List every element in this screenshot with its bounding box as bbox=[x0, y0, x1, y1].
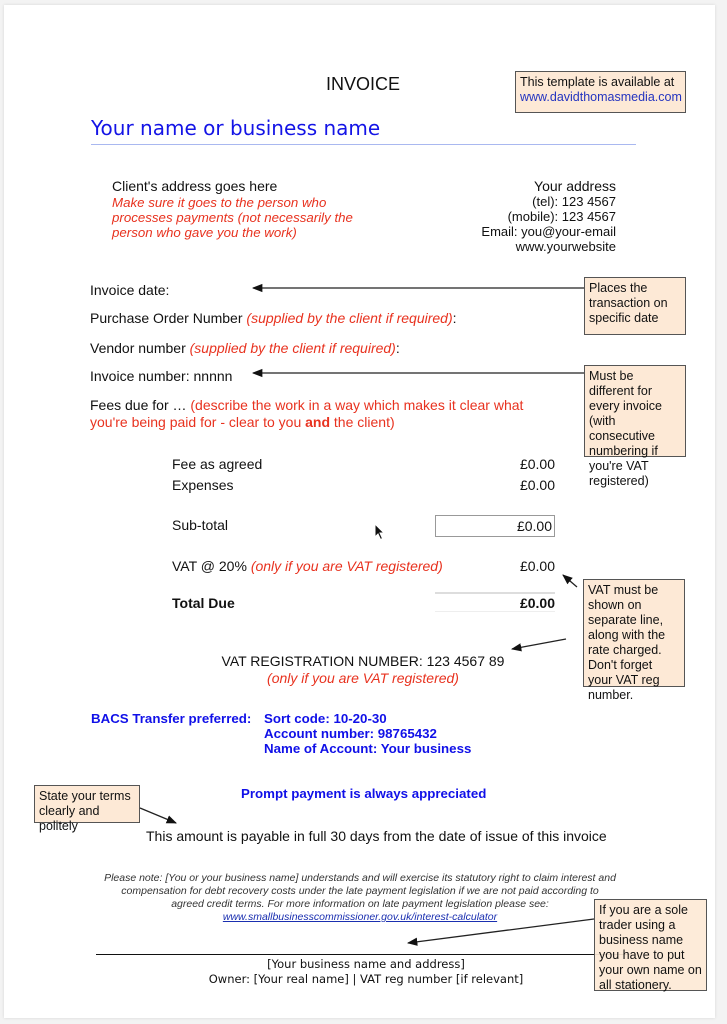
note-vat: VAT must be shown on separate line, along with the rate charged. Don't forget your VAT reg number. bbox=[583, 579, 685, 687]
expenses-label: Expenses bbox=[172, 477, 234, 493]
late-payment-line-3: agreed credit terms. For more information on late payment legislation please see: bbox=[171, 898, 549, 910]
vendor-colon: : bbox=[395, 340, 400, 356]
arrow-vat-number bbox=[512, 639, 566, 649]
late-payment-line-1: Please note: [You or your business name] understands and will exercise its statutory right to claim interest and bbox=[104, 872, 616, 884]
vat-hint: (only if you are VAT registered) bbox=[250, 558, 443, 574]
vendor-label: Vendor number bbox=[90, 340, 190, 356]
fees-label: Fees due for … bbox=[90, 397, 191, 413]
expenses-amount: £0.00 bbox=[519, 477, 555, 493]
prompt-payment-note: Prompt payment is always appreciated bbox=[241, 786, 487, 801]
sender-website: www.yourwebsite bbox=[515, 239, 616, 254]
business-name-heading: Your name or business name bbox=[91, 116, 381, 140]
arrow-terms bbox=[140, 808, 176, 823]
po-colon: : bbox=[452, 310, 457, 326]
late-payment-line-2: compensation for debt recovery costs under the late payment legislation if we are not paid according to bbox=[121, 885, 599, 897]
mouse-cursor-icon bbox=[374, 523, 386, 541]
fees-hint-bold: and bbox=[305, 414, 331, 430]
footer-business-address: [Your business name and address] bbox=[267, 957, 465, 971]
arrow-vat-amount bbox=[563, 575, 577, 587]
sender-address: Your address bbox=[534, 178, 616, 194]
vat-registration-number: VAT REGISTRATION NUMBER: 123 4567 89 bbox=[221, 653, 505, 669]
footer-owner-line: Owner: [Your real name] | VAT reg number [if relevant] bbox=[208, 972, 524, 986]
note-terms: State your terms clearly and politely bbox=[34, 785, 140, 823]
account-number: Account number: 98765432 bbox=[264, 726, 437, 741]
fee-label: Fee as agreed bbox=[172, 456, 263, 472]
subtotal-label: Sub-total bbox=[172, 517, 229, 533]
note-invoice-date: Places the transaction on specific date bbox=[584, 277, 686, 335]
sender-mobile: (mobile): 123 4567 bbox=[507, 209, 616, 224]
subtotal-amount[interactable]: £0.00 bbox=[435, 515, 555, 537]
total-due-label: Total Due bbox=[172, 595, 235, 611]
invoice-title: INVOICE bbox=[326, 74, 401, 94]
vat-registration-hint: (only if you are VAT registered) bbox=[267, 670, 459, 686]
fee-amount: £0.00 bbox=[519, 456, 555, 472]
payment-terms: This amount is payable in full 30 days from the date of issue of this invoice bbox=[146, 828, 607, 844]
sender-tel: (tel): 123 4567 bbox=[532, 194, 616, 209]
sort-code: Sort code: 10-20-30 bbox=[264, 711, 387, 726]
invoice-number-field: Invoice number: nnnnn bbox=[90, 368, 233, 384]
sender-email: Email: you@your-email bbox=[481, 224, 616, 239]
account-name: Name of Account: Your business bbox=[264, 741, 472, 756]
bacs-label: BACS Transfer preferred: bbox=[91, 711, 252, 726]
po-hint: (supplied by the client if required) bbox=[246, 310, 453, 326]
po-label: Purchase Order Number bbox=[90, 310, 247, 326]
template-link[interactable]: www.davidthomasmedia.com bbox=[520, 90, 682, 104]
vendor-hint: (supplied by the client if required) bbox=[189, 340, 396, 356]
arrow-sole-trader bbox=[408, 919, 594, 943]
total-due-amount: £0.00 bbox=[519, 595, 555, 611]
interest-calculator-link[interactable]: www.smallbusinesscommissioner.gov.uk/interest-calculator bbox=[222, 911, 498, 923]
fees-hint-end: the client) bbox=[330, 414, 395, 430]
client-address-hint: Make sure it goes to the person who processes payments (not necessarily the person who gave you the work) bbox=[112, 195, 353, 240]
invoice-date-field: Invoice date: bbox=[90, 282, 170, 298]
vat-amount: £0.00 bbox=[519, 558, 555, 574]
note-sole-trader: If you are a sole trader using a business name you have to put your own name on all stationery. bbox=[594, 899, 707, 991]
fees-hint: (describe the work in a way which makes it clear what you're being paid for - clear to you bbox=[90, 397, 524, 430]
client-address: Client's address goes here bbox=[112, 178, 278, 194]
vat-label: VAT @ 20% bbox=[172, 558, 251, 574]
note-invoice-number: Must be different for every invoice (with consecutive numbering if you're VAT registered) bbox=[584, 365, 686, 457]
template-note-text: This template is available at bbox=[520, 75, 675, 89]
